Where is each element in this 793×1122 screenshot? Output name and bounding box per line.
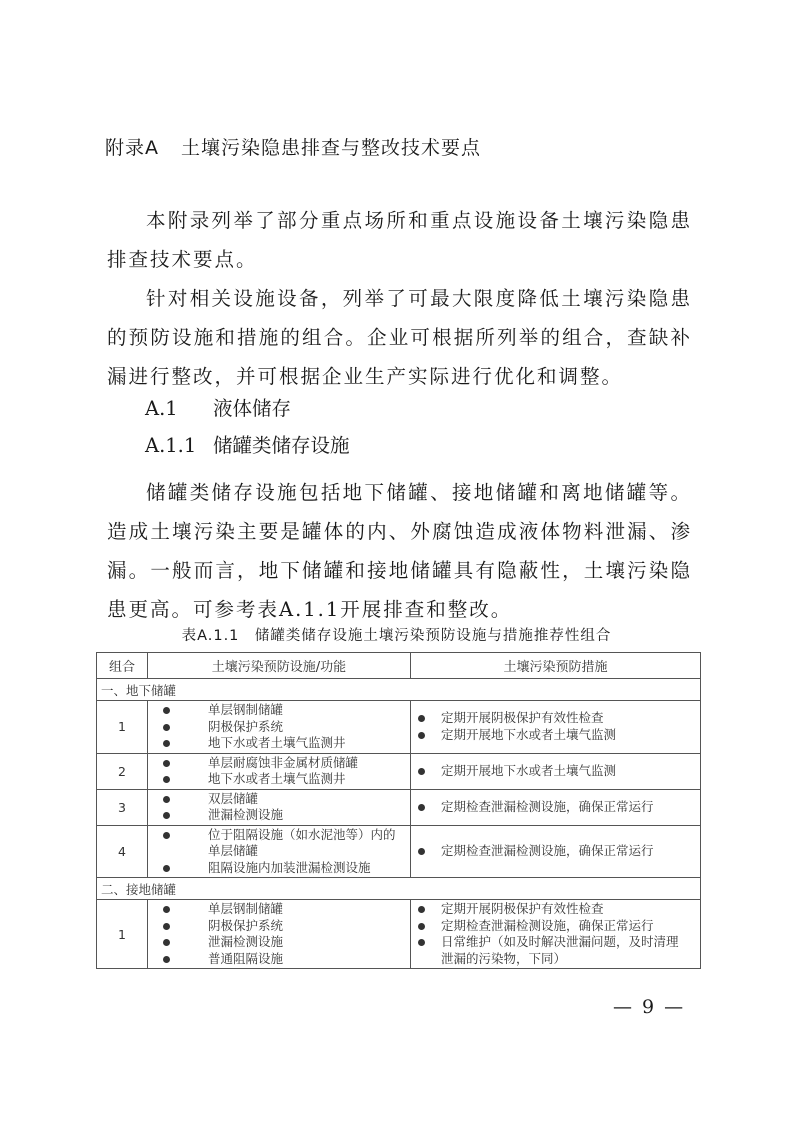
facilities-cell (148, 900, 411, 969)
group-cell: 1 (97, 701, 148, 754)
subsection-number: A.1.1 (145, 434, 197, 457)
facilities-cell (148, 789, 411, 825)
header-measures: 土壤污染预防措施 (411, 653, 701, 679)
table-row (97, 753, 701, 789)
group-cell: 3 (97, 789, 148, 825)
section-title: 液体储存 (213, 397, 292, 420)
facility-item: 阴极保护系统 (160, 918, 410, 935)
header-group: 组合 (97, 653, 148, 679)
group-cell: 1 (97, 900, 148, 969)
facility-item: 单层耐腐蚀非金属材质储罐 (160, 755, 410, 772)
appendix-title (105, 133, 481, 160)
facilities-cell (148, 825, 411, 878)
header-facilities: 土壤污染预防设施/功能 (148, 653, 411, 679)
facility-item: 位于阻隔设施（如水泥池等）内的 (160, 827, 410, 844)
measure-item: 定期检查泄漏检测设施，确保正常运行 (415, 918, 700, 935)
intro-paragraph-2: 针对相关设施设备，列举了可最大限度降低土壤污染隐患的预防设施和措施的组合。企业可根据所列举的组合，查缺补漏进行整改，并可根据企业生产实际进行优化和调整。 (107, 287, 692, 388)
facility-item: 泄漏检测设施 (160, 807, 410, 824)
measure-item-continued: 泄漏的污染物，下同） (441, 950, 567, 966)
tank-paragraph: 储罐类储存设施包括地下储罐、接地储罐和离地储罐等。造成土壤污染主要是罐体的内、外腐蚀造成液体物料泄漏、渗漏。一般而言，地下储罐和接地储罐具有隐蔽性，土壤污染隐患更高。可参考表A.1.1开展排查和整改。 (107, 481, 692, 621)
table-header-row (97, 653, 701, 679)
facility-item: 普通阻隔设施 (160, 951, 410, 968)
section-row-grounded: 二、接地储罐 (97, 878, 701, 900)
measure-item: 日常维护（如及时解决泄漏问题，及时清理 (415, 934, 700, 951)
measures-cell (411, 753, 701, 789)
section-heading-a11 (145, 430, 350, 458)
facilities-cell (148, 753, 411, 789)
table-row (97, 789, 701, 825)
facility-item: 双层储罐 (160, 791, 410, 808)
measures-cell (411, 701, 701, 754)
appendix-label: 附录A (105, 137, 159, 159)
facility-item: 地下水或者土壤气监测井 (160, 771, 410, 788)
subsection-title: 储罐类储存设施 (213, 434, 350, 457)
table-row (97, 701, 701, 754)
page-number: — 9 — (613, 996, 686, 1018)
group-cell: 4 (97, 825, 148, 878)
facility-item: 阴极保护系统 (160, 719, 410, 736)
facility-item-continued: 单层储罐 (208, 843, 259, 858)
measure-item: 定期开展地下水或者土壤气监测 (415, 763, 700, 780)
facility-item: 泄漏检测设施 (160, 934, 410, 951)
measures-cell (411, 825, 701, 878)
appendix-title-text: 土壤污染隐患排查与整改技术要点 (181, 137, 482, 159)
section-heading-a1 (145, 393, 291, 421)
recommendation-table (96, 652, 701, 969)
facility-item: 单层钢制储罐 (160, 901, 410, 918)
measure-item: 定期检查泄漏检测设施，确保正常运行 (415, 843, 700, 860)
facility-item: 阻隔设施内加装泄漏检测设施 (160, 860, 410, 877)
measure-item: 定期开展地下水或者土壤气监测 (415, 727, 700, 744)
measures-cell (411, 900, 701, 969)
section-number: A.1 (145, 397, 178, 420)
facilities-cell (148, 701, 411, 754)
section-row-underground: 一、地下储罐 (97, 679, 701, 701)
table-caption: 表A.1.1 储罐类储存设施土壤污染预防设施与措施推荐性组合 (181, 628, 612, 644)
measures-cell (411, 789, 701, 825)
measure-item: 定期开展阴极保护有效性检查 (415, 710, 700, 727)
intro-paragraph-1: 本附录列举了部分重点场所和重点设施设备土壤污染隐患排查技术要点。 (107, 209, 692, 271)
facility-item: 地下水或者土壤气监测井 (160, 735, 410, 752)
measure-item: 定期检查泄漏检测设施，确保正常运行 (415, 799, 700, 816)
measure-item: 定期开展阴极保护有效性检查 (415, 901, 700, 918)
table-row (97, 825, 701, 878)
facility-item: 单层钢制储罐 (160, 702, 410, 719)
group-cell: 2 (97, 753, 148, 789)
table-row (97, 900, 701, 969)
